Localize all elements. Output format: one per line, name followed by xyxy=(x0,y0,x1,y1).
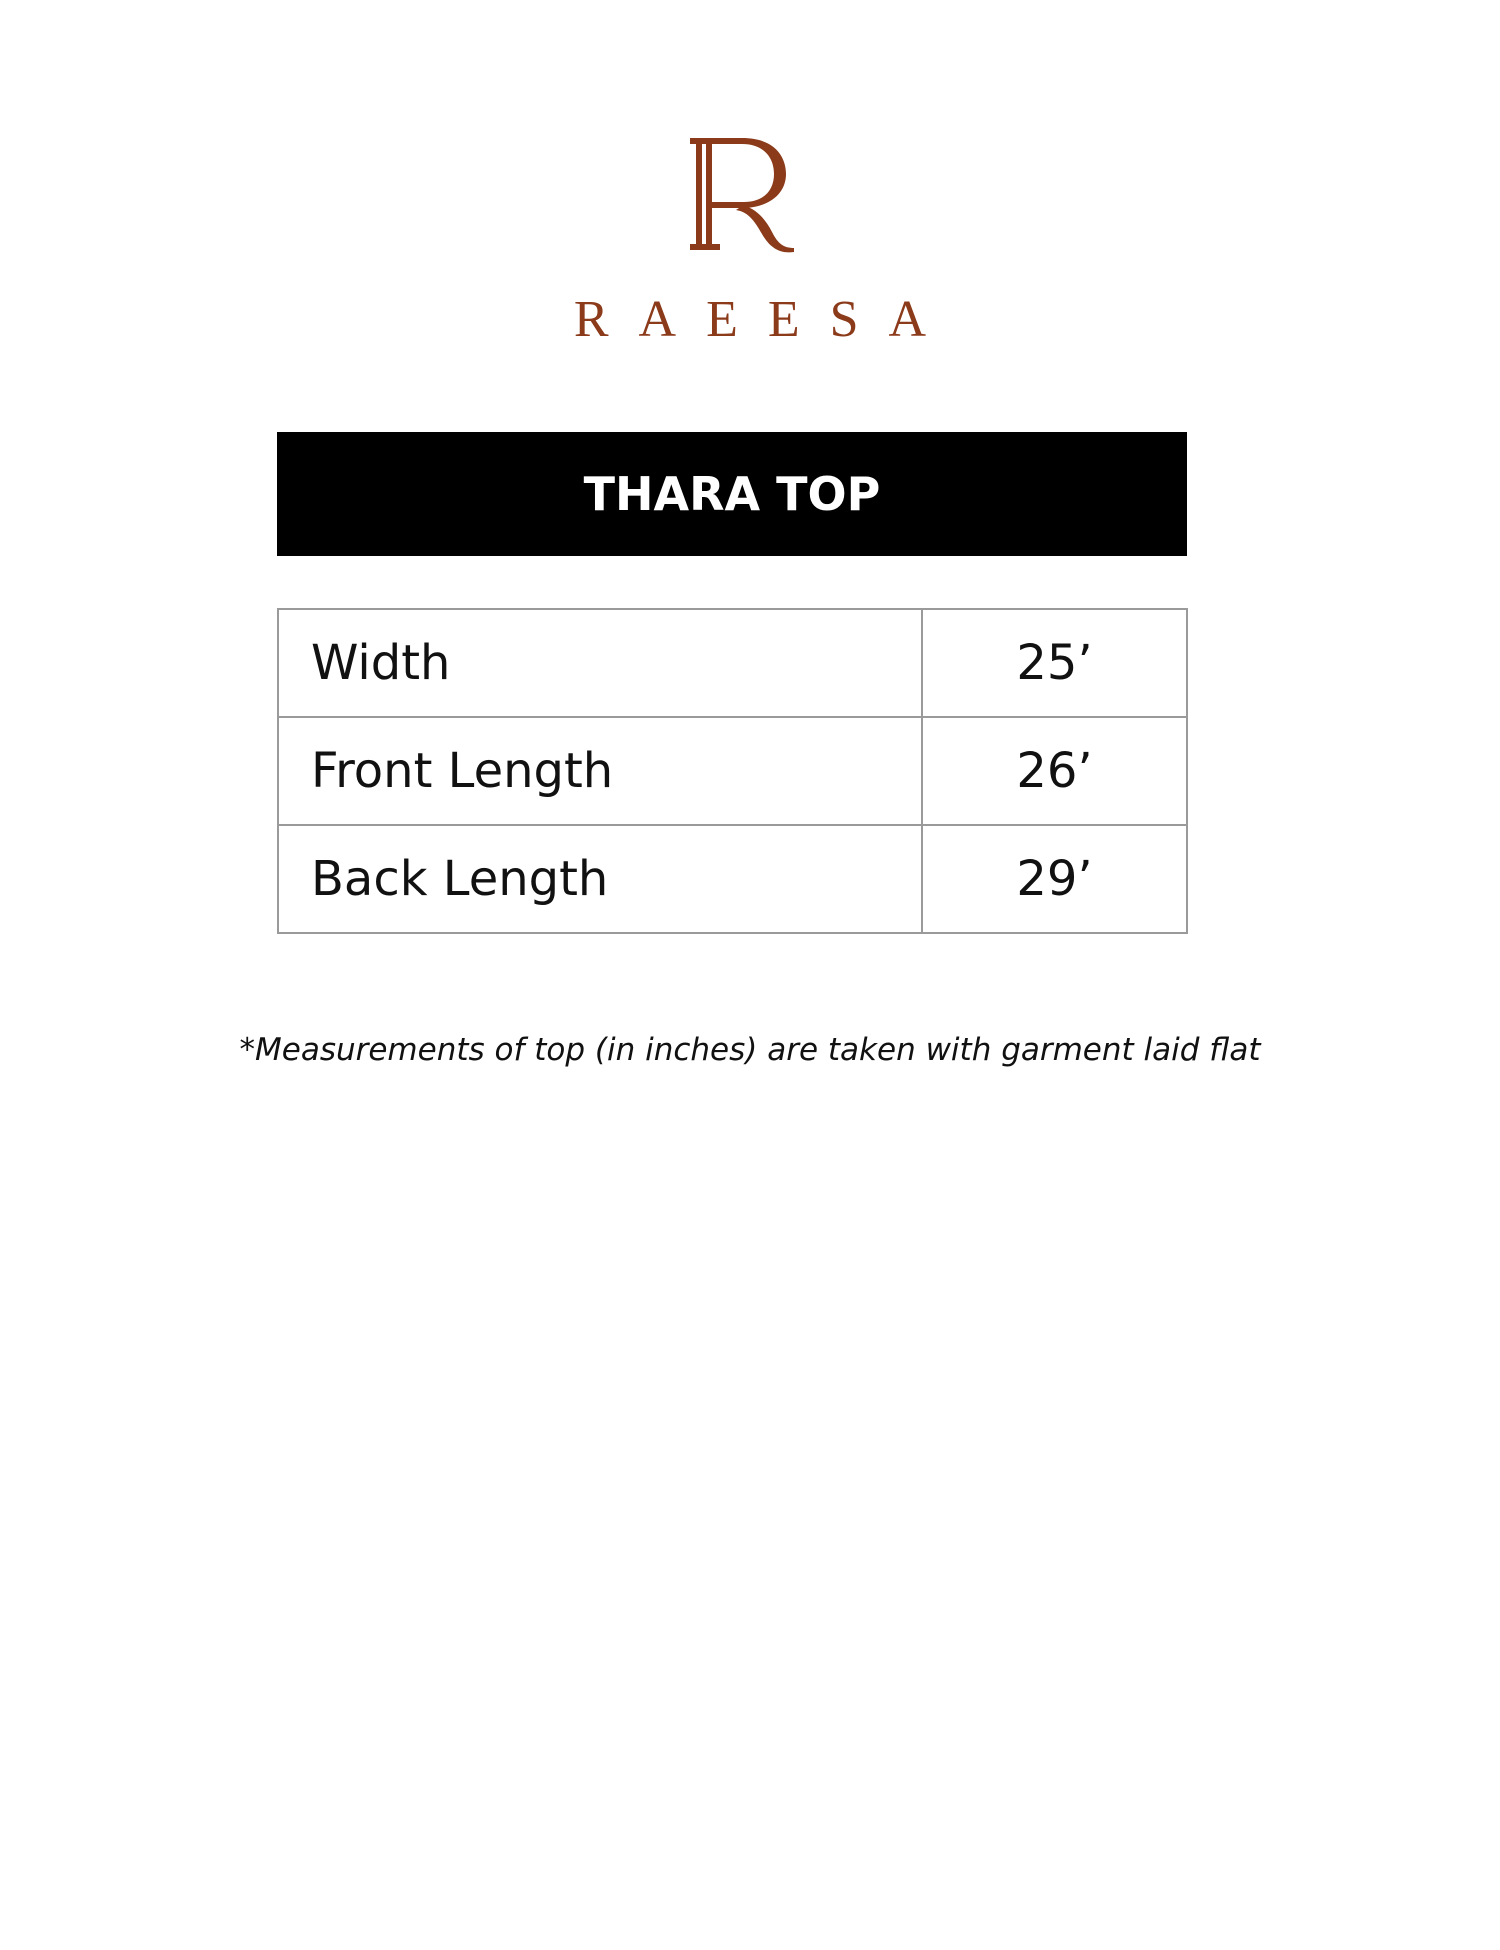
measurement-value: 26’ xyxy=(922,717,1187,825)
table-row xyxy=(278,609,1187,717)
measurement-label: Back Length xyxy=(278,825,922,933)
brand-name: RAEESA xyxy=(573,291,957,348)
brand-monogram-logo xyxy=(690,136,810,256)
measurement-footnote: *Measurements of top (in inches) are taken with garment laid flat xyxy=(239,1032,1261,1068)
measurement-value: 25’ xyxy=(922,609,1187,717)
table-row xyxy=(278,825,1187,933)
product-title-bar xyxy=(277,432,1187,556)
measurement-label: Front Length xyxy=(278,717,922,825)
measurement-label: Width xyxy=(278,609,922,717)
product-title: THARA TOP xyxy=(583,467,881,521)
measurement-value: 29’ xyxy=(922,825,1187,933)
measurement-table xyxy=(277,608,1188,934)
table-row xyxy=(278,717,1187,825)
